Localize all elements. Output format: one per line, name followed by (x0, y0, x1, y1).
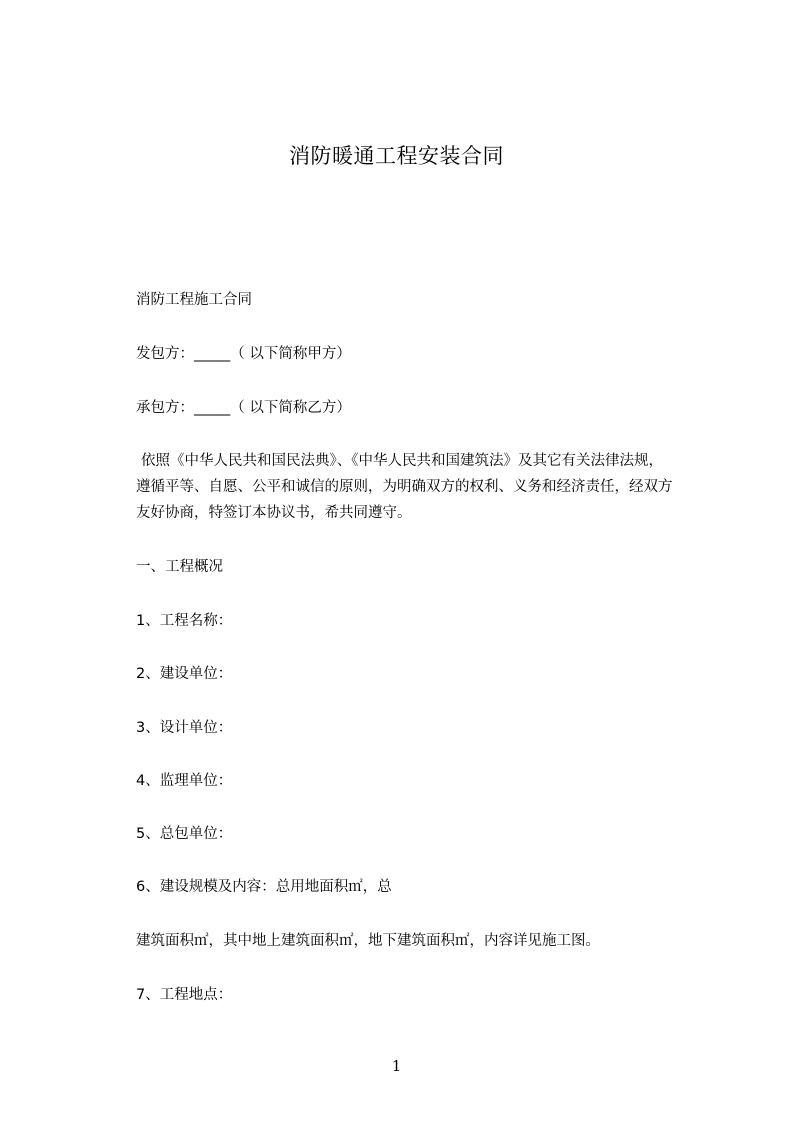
section-heading: 一、工程概况 (136, 559, 223, 575)
item-project-location: 7、工程地点： (136, 987, 233, 1003)
page-number: 1 (391, 1057, 402, 1075)
preamble-line: 遵循平等、自愿、公平和诚信的原则，为明确双方的权利、义务和经济责任，经双方 (136, 479, 673, 495)
party-a-line: 发包方：_____（ 以下简称甲方） (136, 346, 351, 362)
preamble-paragraph (136, 448, 721, 526)
item-supervision-unit: 4、监理单位： (136, 773, 233, 789)
item-scale-content-continued: 建筑面积㎡，其中地上建筑面积㎡，地下建筑面积㎡，内容详见施工图。 (136, 933, 600, 949)
contract-subtitle: 消防工程施工合同 (136, 292, 252, 308)
preamble-line: 依照《中华人民共和国民法典》、《中华人民共和国建筑法》及其它有关法律法规， (141, 453, 663, 469)
party-b-line: 承包方：_____（ 以下简称乙方） (136, 400, 351, 416)
item-design-unit: 3、设计单位： (136, 720, 233, 736)
item-project-name: 1、工程名称： (136, 613, 233, 629)
preamble-line: 友好协商，特签订本协议书，希共同遵守。 (136, 505, 412, 521)
document-title: 消防暖通工程安装合同 (289, 144, 504, 168)
item-scale-content: 6、建设规模及内容：总用地面积㎡，总 (136, 879, 392, 895)
item-construction-unit: 2、建设单位： (136, 666, 233, 682)
item-general-contractor: 5、总包单位： (136, 826, 233, 842)
